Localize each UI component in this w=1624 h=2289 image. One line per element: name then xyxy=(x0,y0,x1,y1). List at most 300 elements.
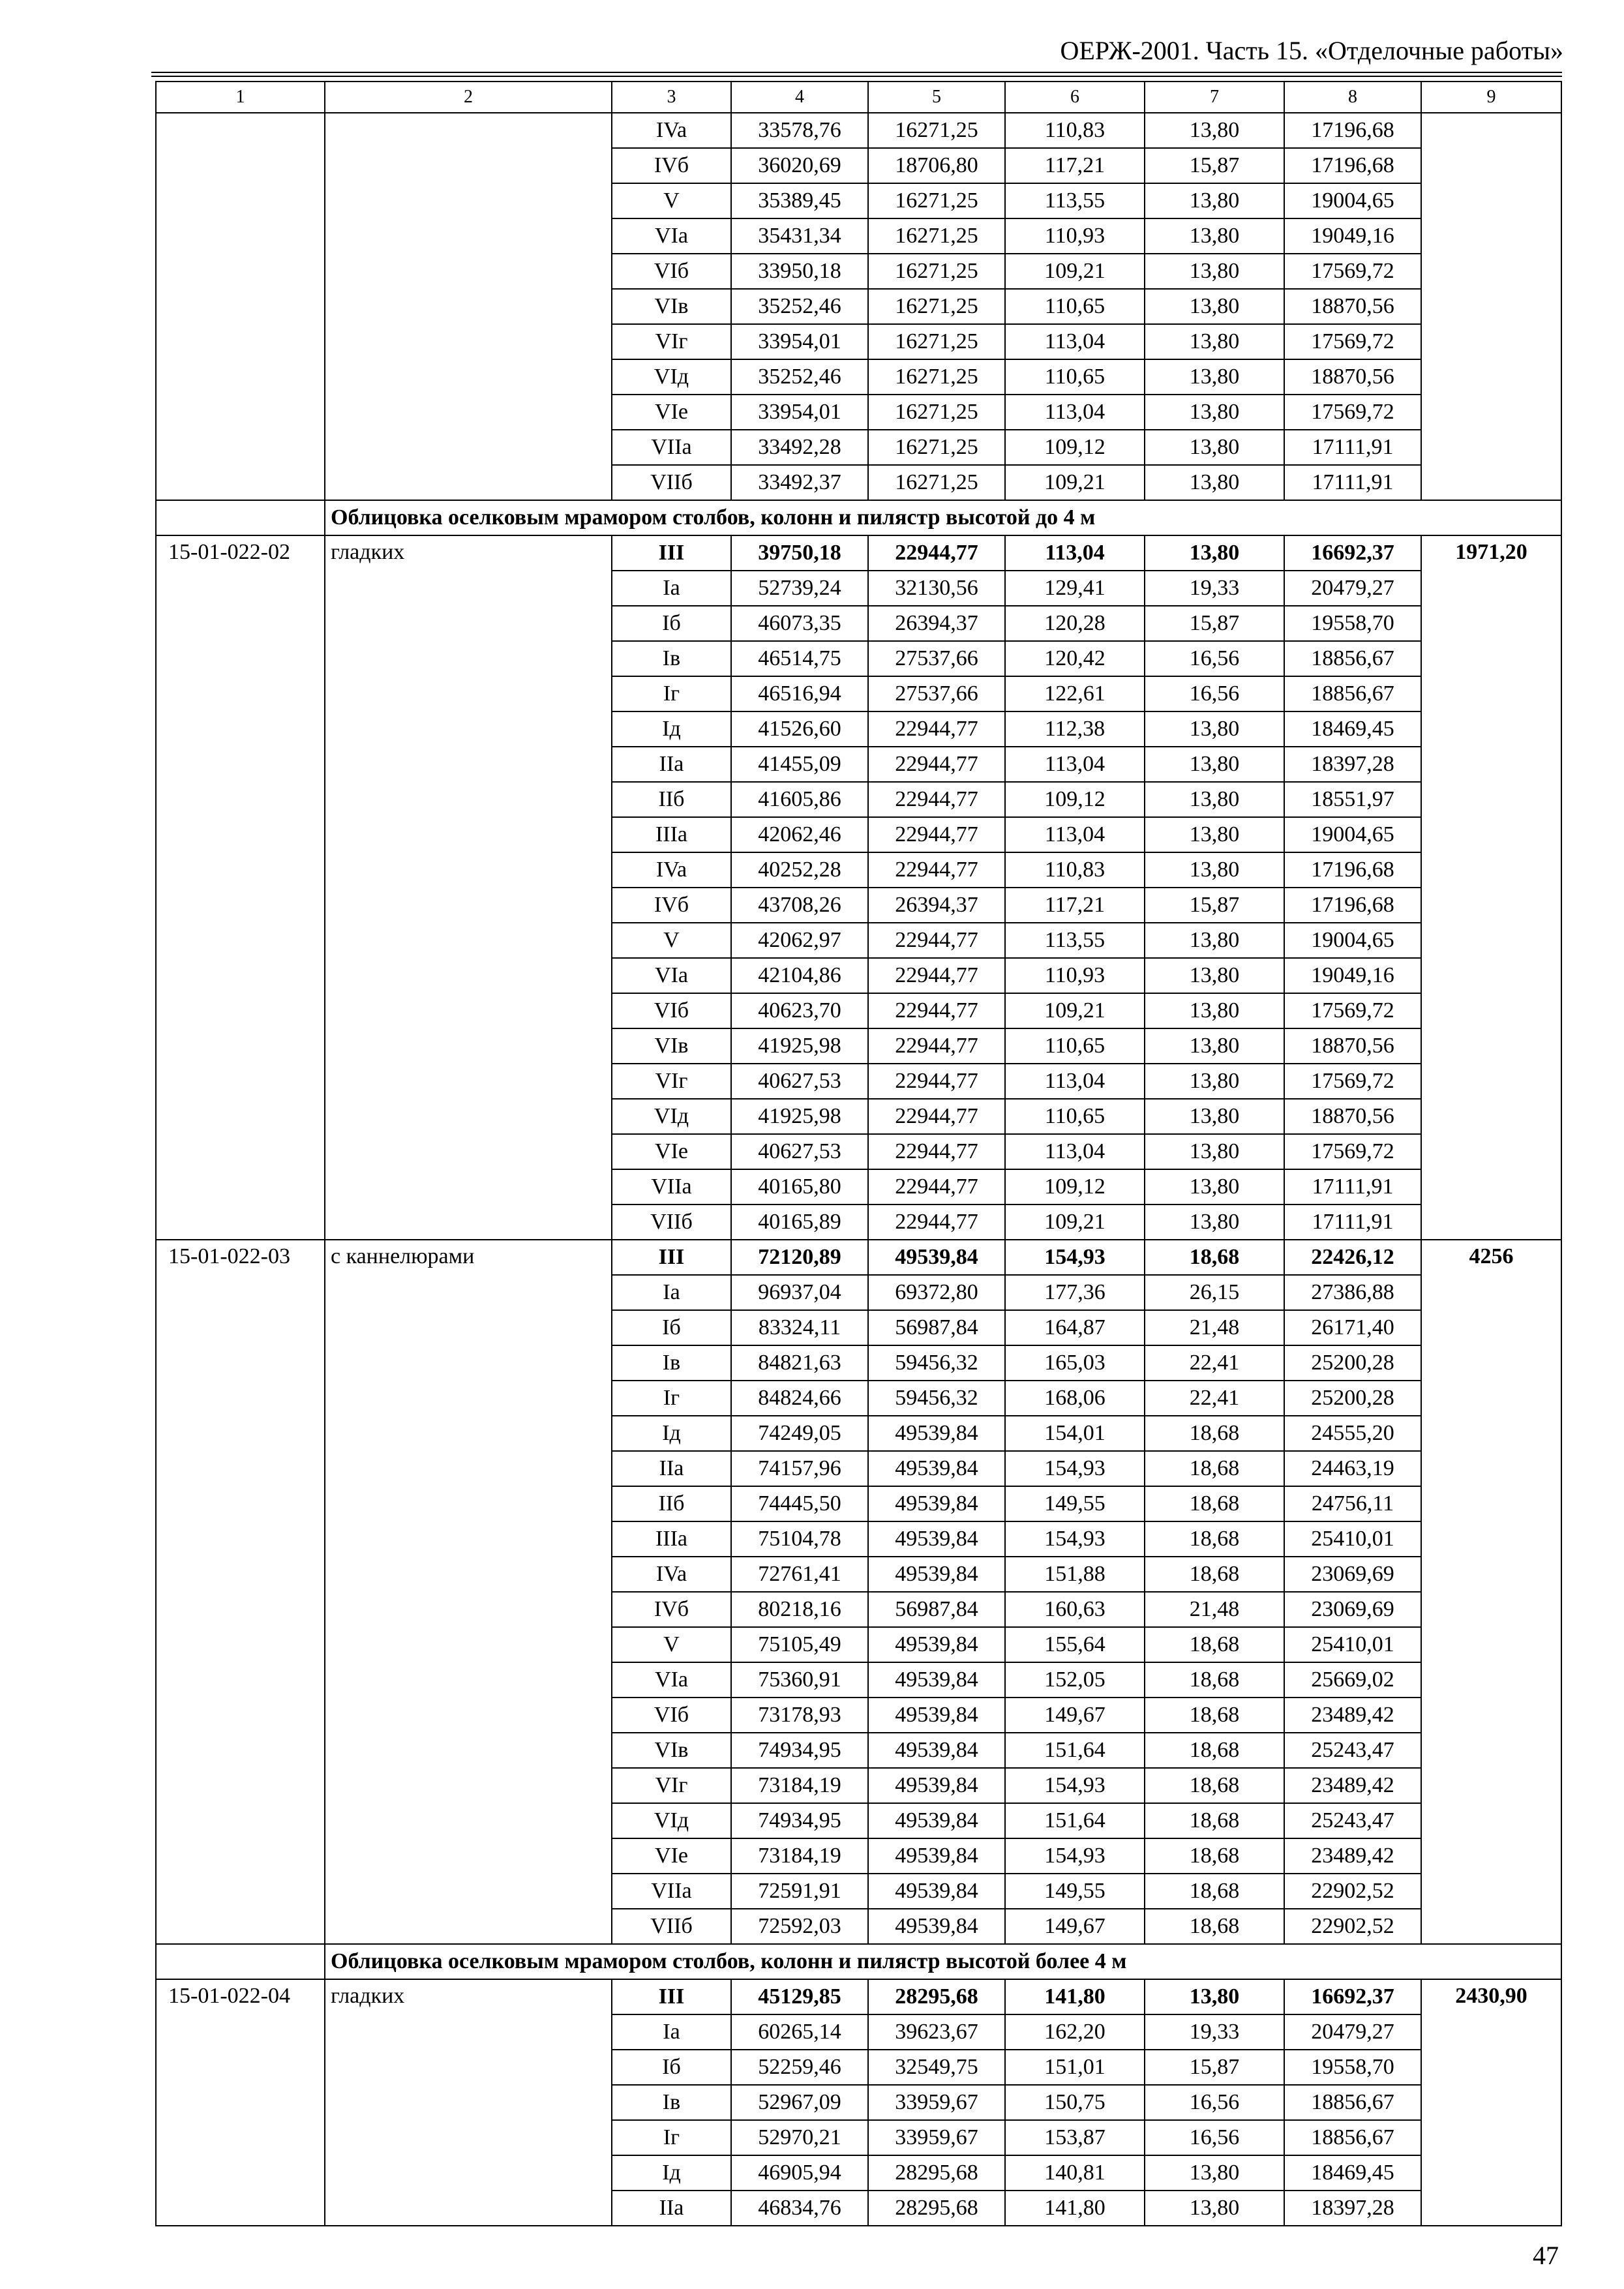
value-cell-8: 17569,72 xyxy=(1284,993,1421,1028)
value-cell-6: 110,83 xyxy=(1005,852,1145,888)
value-cell-6: 154,93 xyxy=(1005,1451,1145,1486)
column-number: 7 xyxy=(1145,82,1284,113)
value-cell-5: 33959,67 xyxy=(868,2085,1005,2120)
value-cell-4: 40165,80 xyxy=(731,1169,868,1204)
value-cell-5: 22944,77 xyxy=(868,923,1005,958)
zone-cell: Iд xyxy=(612,1416,731,1451)
rate-code xyxy=(156,113,325,500)
value-cell-6: 109,21 xyxy=(1005,993,1145,1028)
column-number: 8 xyxy=(1284,82,1421,113)
value-cell-8: 18469,45 xyxy=(1284,711,1421,747)
value-cell-4: 84821,63 xyxy=(731,1345,868,1381)
value-cell-6: 110,65 xyxy=(1005,1028,1145,1064)
value-cell-8: 23489,42 xyxy=(1284,1768,1421,1803)
value-cell-4: 33492,37 xyxy=(731,465,868,500)
zone-cell: IIб xyxy=(612,1486,731,1521)
value-cell-7: 13,80 xyxy=(1145,1064,1284,1099)
zone-cell: VIa xyxy=(612,1662,731,1698)
value-cell-4: 84824,66 xyxy=(731,1381,868,1416)
value-cell-5: 49539,84 xyxy=(868,1557,1005,1592)
zone-cell: VIв xyxy=(612,1028,731,1064)
zone-cell: Iв xyxy=(612,1345,731,1381)
value-cell-4: 72761,41 xyxy=(731,1557,868,1592)
value-cell-8: 17569,72 xyxy=(1284,324,1421,359)
zone-cell: VIг xyxy=(612,1768,731,1803)
value-cell-8: 19558,70 xyxy=(1284,606,1421,641)
zone-cell: Iб xyxy=(612,1310,731,1345)
value-cell-5: 16271,25 xyxy=(868,113,1005,148)
value-cell-7: 13,80 xyxy=(1145,2191,1284,2226)
value-cell-4: 72591,91 xyxy=(731,1874,868,1909)
value-cell-5: 56987,84 xyxy=(868,1592,1005,1627)
value-cell-8: 27386,88 xyxy=(1284,1275,1421,1310)
value-cell-5: 27537,66 xyxy=(868,676,1005,711)
value-cell-4: 33954,01 xyxy=(731,395,868,430)
value-cell-5: 22944,77 xyxy=(868,1064,1005,1099)
value-cell-5: 49539,84 xyxy=(868,1662,1005,1698)
value-cell-8: 19049,16 xyxy=(1284,958,1421,993)
value-cell-8: 17569,72 xyxy=(1284,254,1421,289)
value-cell-4: 75360,91 xyxy=(731,1662,868,1698)
value-cell-5: 22944,77 xyxy=(868,852,1005,888)
zone-cell: IIб xyxy=(612,782,731,817)
zone-cell: Ia xyxy=(612,1275,731,1310)
rates-table xyxy=(155,81,1562,2226)
value-cell-8: 22902,52 xyxy=(1284,1874,1421,1909)
value-cell-7: 13,80 xyxy=(1145,817,1284,852)
value-cell-5: 69372,80 xyxy=(868,1275,1005,1310)
value-cell-9: 1971,20 xyxy=(1421,535,1561,1240)
value-cell-4: 41526,60 xyxy=(731,711,868,747)
value-cell-5: 49539,84 xyxy=(868,1874,1005,1909)
value-cell-7: 18,68 xyxy=(1145,1627,1284,1662)
zone-cell: IVб xyxy=(612,1592,731,1627)
zone-cell: IIa xyxy=(612,2191,731,2226)
value-cell-4: 42062,97 xyxy=(731,923,868,958)
work-name: гладких xyxy=(325,535,612,1240)
value-cell-5: 22944,77 xyxy=(868,535,1005,571)
value-cell-6: 154,93 xyxy=(1005,1521,1145,1557)
section-header-row xyxy=(156,500,1561,535)
column-number: 5 xyxy=(868,82,1005,113)
value-cell-4: 52967,09 xyxy=(731,2085,868,2120)
section-title: Облицовка оселковым мрамором столбов, колонн и пилястр высотой до 4 м xyxy=(325,500,1561,535)
value-cell-6: 149,55 xyxy=(1005,1486,1145,1521)
value-cell-8: 18856,67 xyxy=(1284,676,1421,711)
value-cell-6: 110,65 xyxy=(1005,1099,1145,1134)
table-row xyxy=(156,1240,1561,1275)
value-cell-4: 40165,89 xyxy=(731,1204,868,1240)
value-cell-4: 52739,24 xyxy=(731,571,868,606)
value-cell-5: 49539,84 xyxy=(868,1768,1005,1803)
value-cell-6: 113,04 xyxy=(1005,535,1145,571)
value-cell-6: 113,55 xyxy=(1005,923,1145,958)
value-cell-6: 151,88 xyxy=(1005,1557,1145,1592)
value-cell-7: 13,80 xyxy=(1145,218,1284,254)
value-cell-7: 18,68 xyxy=(1145,1662,1284,1698)
section-title: Облицовка оселковым мрамором столбов, колонн и пилястр высотой более 4 м xyxy=(325,1944,1561,1979)
value-cell-5: 16271,25 xyxy=(868,359,1005,395)
value-cell-8: 18870,56 xyxy=(1284,289,1421,324)
value-cell-8: 20479,27 xyxy=(1284,571,1421,606)
value-cell-4: 74934,95 xyxy=(731,1733,868,1768)
value-cell-4: 45129,85 xyxy=(731,1979,868,2014)
zone-cell: VIг xyxy=(612,1064,731,1099)
value-cell-6: 110,65 xyxy=(1005,289,1145,324)
value-cell-4: 46834,76 xyxy=(731,2191,868,2226)
value-cell-5: 16271,25 xyxy=(868,465,1005,500)
zone-cell: VIб xyxy=(612,1698,731,1733)
value-cell-6: 151,64 xyxy=(1005,1733,1145,1768)
value-cell-8: 18870,56 xyxy=(1284,1028,1421,1064)
page-number: 47 xyxy=(1533,2241,1559,2270)
value-cell-7: 18,68 xyxy=(1145,1909,1284,1944)
value-cell-5: 18706,80 xyxy=(868,148,1005,183)
zone-cell: Iв xyxy=(612,2085,731,2120)
value-cell-6: 154,93 xyxy=(1005,1768,1145,1803)
value-cell-8: 18856,67 xyxy=(1284,2085,1421,2120)
value-cell-5: 59456,32 xyxy=(868,1381,1005,1416)
value-cell-6: 177,36 xyxy=(1005,1275,1145,1310)
value-cell-7: 18,68 xyxy=(1145,1733,1284,1768)
value-cell-6: 140,81 xyxy=(1005,2155,1145,2191)
value-cell-7: 19,33 xyxy=(1145,2014,1284,2050)
value-cell-5: 16271,25 xyxy=(868,289,1005,324)
value-cell-7: 18,68 xyxy=(1145,1416,1284,1451)
zone-cell: Iв xyxy=(612,641,731,676)
value-cell-4: 40627,53 xyxy=(731,1134,868,1169)
value-cell-9: 2430,90 xyxy=(1421,1979,1561,2226)
value-cell-4: 83324,11 xyxy=(731,1310,868,1345)
value-cell-8: 17569,72 xyxy=(1284,395,1421,430)
zone-cell: Iг xyxy=(612,1381,731,1416)
zone-cell: VIб xyxy=(612,254,731,289)
value-cell-5: 49539,84 xyxy=(868,1521,1005,1557)
value-cell-8: 18870,56 xyxy=(1284,1099,1421,1134)
value-cell-8: 17196,68 xyxy=(1284,113,1421,148)
value-cell-4: 41925,98 xyxy=(731,1099,868,1134)
zone-cell: IIIa xyxy=(612,1521,731,1557)
value-cell-7: 21,48 xyxy=(1145,1592,1284,1627)
value-cell-5: 49539,84 xyxy=(868,1909,1005,1944)
value-cell-5: 22944,77 xyxy=(868,1204,1005,1240)
value-cell-4: 96937,04 xyxy=(731,1275,868,1310)
value-cell-7: 18,68 xyxy=(1145,1838,1284,1874)
rate-code: 15-01-022-03 xyxy=(156,1240,325,1944)
value-cell-7: 13,80 xyxy=(1145,747,1284,782)
value-cell-7: 18,68 xyxy=(1145,1451,1284,1486)
zone-cell: Iг xyxy=(612,676,731,711)
zone-cell: VIд xyxy=(612,359,731,395)
value-cell-6: 113,04 xyxy=(1005,324,1145,359)
value-cell-6: 113,55 xyxy=(1005,183,1145,218)
section-header-row xyxy=(156,1944,1561,1979)
value-cell-6: 110,83 xyxy=(1005,113,1145,148)
value-cell-4: 72120,89 xyxy=(731,1240,868,1275)
value-cell-6: 154,93 xyxy=(1005,1838,1145,1874)
table-body xyxy=(156,82,1561,2226)
zone-cell: IVa xyxy=(612,1557,731,1592)
value-cell-6: 109,21 xyxy=(1005,254,1145,289)
value-cell-5: 28295,68 xyxy=(868,2191,1005,2226)
value-cell-5: 22944,77 xyxy=(868,1134,1005,1169)
value-cell-4: 46905,94 xyxy=(731,2155,868,2191)
zone-cell: VIe xyxy=(612,1838,731,1874)
zone-cell: VIIa xyxy=(612,1874,731,1909)
zone-cell: VIб xyxy=(612,993,731,1028)
value-cell-4: 35252,46 xyxy=(731,289,868,324)
value-cell-8: 18469,45 xyxy=(1284,2155,1421,2191)
value-cell-7: 13,80 xyxy=(1145,535,1284,571)
value-cell-4: 74249,05 xyxy=(731,1416,868,1451)
value-cell-7: 18,68 xyxy=(1145,1557,1284,1592)
zone-cell: Iб xyxy=(612,2050,731,2085)
page-header-title: ОЕРЖ-2001. Часть 15. «Отделочные работы» xyxy=(1060,36,1563,65)
value-cell-8: 17196,68 xyxy=(1284,148,1421,183)
value-cell-6: 129,41 xyxy=(1005,571,1145,606)
value-cell-5: 26394,37 xyxy=(868,888,1005,923)
value-cell-5: 27537,66 xyxy=(868,641,1005,676)
value-cell-5: 49539,84 xyxy=(868,1627,1005,1662)
value-cell-8: 18870,56 xyxy=(1284,359,1421,395)
value-cell-4: 33492,28 xyxy=(731,430,868,465)
value-cell-8: 16692,37 xyxy=(1284,535,1421,571)
section-blank-cell xyxy=(156,1944,325,1979)
value-cell-4: 72592,03 xyxy=(731,1909,868,1944)
value-cell-7: 18,68 xyxy=(1145,1486,1284,1521)
value-cell-6: 151,01 xyxy=(1005,2050,1145,2085)
value-cell-8: 17569,72 xyxy=(1284,1134,1421,1169)
zone-cell: III xyxy=(612,1240,731,1275)
value-cell-8: 19049,16 xyxy=(1284,218,1421,254)
work-name: с каннелюрами xyxy=(325,1240,612,1944)
zone-cell: Iд xyxy=(612,711,731,747)
value-cell-8: 25243,47 xyxy=(1284,1733,1421,1768)
value-cell-5: 32130,56 xyxy=(868,571,1005,606)
zone-cell: V xyxy=(612,923,731,958)
zone-cell: VIд xyxy=(612,1099,731,1134)
zone-cell: VIIa xyxy=(612,430,731,465)
value-cell-5: 16271,25 xyxy=(868,218,1005,254)
value-cell-8: 19558,70 xyxy=(1284,2050,1421,2085)
value-cell-7: 13,80 xyxy=(1145,1169,1284,1204)
value-cell-7: 13,80 xyxy=(1145,711,1284,747)
value-cell-4: 33578,76 xyxy=(731,113,868,148)
value-cell-4: 36020,69 xyxy=(731,148,868,183)
value-cell-8: 23489,42 xyxy=(1284,1698,1421,1733)
zone-cell: Iг xyxy=(612,2120,731,2155)
value-cell-6: 141,80 xyxy=(1005,2191,1145,2226)
value-cell-5: 56987,84 xyxy=(868,1310,1005,1345)
value-cell-6: 120,28 xyxy=(1005,606,1145,641)
table-row xyxy=(156,1979,1561,2014)
value-cell-5: 49539,84 xyxy=(868,1838,1005,1874)
value-cell-8: 17111,91 xyxy=(1284,430,1421,465)
value-cell-4: 75105,49 xyxy=(731,1627,868,1662)
value-cell-6: 152,05 xyxy=(1005,1662,1145,1698)
section-blank-cell xyxy=(156,500,325,535)
value-cell-5: 22944,77 xyxy=(868,711,1005,747)
value-cell-5: 28295,68 xyxy=(868,2155,1005,2191)
zone-cell: V xyxy=(612,1627,731,1662)
work-name: гладких xyxy=(325,1979,612,2226)
value-cell-4: 74157,96 xyxy=(731,1451,868,1486)
value-cell-8: 17196,68 xyxy=(1284,888,1421,923)
value-cell-7: 16,56 xyxy=(1145,676,1284,711)
value-cell-4: 35389,45 xyxy=(731,183,868,218)
value-cell-7: 15,87 xyxy=(1145,148,1284,183)
table-row xyxy=(156,113,1561,148)
value-cell-5: 22944,77 xyxy=(868,1099,1005,1134)
value-cell-7: 13,80 xyxy=(1145,1099,1284,1134)
zone-cell: V xyxy=(612,183,731,218)
value-cell-4: 41925,98 xyxy=(731,1028,868,1064)
value-cell-6: 109,21 xyxy=(1005,1204,1145,1240)
zone-cell: VIв xyxy=(612,1733,731,1768)
zone-cell: IIa xyxy=(612,747,731,782)
value-cell-5: 22944,77 xyxy=(868,782,1005,817)
value-cell-8: 17111,91 xyxy=(1284,1169,1421,1204)
zone-cell: IVa xyxy=(612,852,731,888)
zone-cell: Ia xyxy=(612,2014,731,2050)
column-number: 6 xyxy=(1005,82,1145,113)
value-cell-8: 20479,27 xyxy=(1284,2014,1421,2050)
value-cell-5: 49539,84 xyxy=(868,1803,1005,1838)
zone-cell: VIг xyxy=(612,324,731,359)
value-cell-4: 74445,50 xyxy=(731,1486,868,1521)
value-cell-5: 16271,25 xyxy=(868,395,1005,430)
value-cell-4: 42062,46 xyxy=(731,817,868,852)
zone-cell: VIIб xyxy=(612,1909,731,1944)
value-cell-9 xyxy=(1421,113,1561,500)
value-cell-4: 35431,34 xyxy=(731,218,868,254)
value-cell-6: 149,67 xyxy=(1005,1909,1145,1944)
zone-cell: VIIб xyxy=(612,1204,731,1240)
value-cell-6: 113,04 xyxy=(1005,395,1145,430)
value-cell-5: 49539,84 xyxy=(868,1733,1005,1768)
value-cell-6: 160,63 xyxy=(1005,1592,1145,1627)
zone-cell: VIe xyxy=(612,395,731,430)
value-cell-4: 42104,86 xyxy=(731,958,868,993)
value-cell-5: 49539,84 xyxy=(868,1240,1005,1275)
value-cell-5: 49539,84 xyxy=(868,1416,1005,1451)
zone-cell: Ia xyxy=(612,571,731,606)
value-cell-8: 23069,69 xyxy=(1284,1557,1421,1592)
value-cell-8: 23489,42 xyxy=(1284,1838,1421,1874)
value-cell-6: 153,87 xyxy=(1005,2120,1145,2155)
value-cell-6: 149,67 xyxy=(1005,1698,1145,1733)
zone-cell: VIa xyxy=(612,218,731,254)
value-cell-7: 15,87 xyxy=(1145,2050,1284,2085)
value-cell-6: 110,93 xyxy=(1005,218,1145,254)
value-cell-5: 49539,84 xyxy=(868,1451,1005,1486)
value-cell-7: 13,80 xyxy=(1145,395,1284,430)
value-cell-6: 151,64 xyxy=(1005,1803,1145,1838)
value-cell-4: 35252,46 xyxy=(731,359,868,395)
value-cell-8: 17111,91 xyxy=(1284,465,1421,500)
value-cell-7: 13,80 xyxy=(1145,254,1284,289)
value-cell-7: 18,68 xyxy=(1145,1874,1284,1909)
value-cell-6: 109,21 xyxy=(1005,465,1145,500)
value-cell-7: 13,80 xyxy=(1145,923,1284,958)
value-cell-5: 16271,25 xyxy=(868,183,1005,218)
value-cell-6: 165,03 xyxy=(1005,1345,1145,1381)
value-cell-4: 74934,95 xyxy=(731,1803,868,1838)
value-cell-4: 73178,93 xyxy=(731,1698,868,1733)
value-cell-6: 113,04 xyxy=(1005,747,1145,782)
value-cell-6: 164,87 xyxy=(1005,1310,1145,1345)
value-cell-6: 149,55 xyxy=(1005,1874,1145,1909)
value-cell-8: 18551,97 xyxy=(1284,782,1421,817)
value-cell-6: 168,06 xyxy=(1005,1381,1145,1416)
value-cell-6: 109,12 xyxy=(1005,1169,1145,1204)
value-cell-6: 154,01 xyxy=(1005,1416,1145,1451)
value-cell-7: 13,80 xyxy=(1145,852,1284,888)
value-cell-5: 59456,32 xyxy=(868,1345,1005,1381)
value-cell-4: 60265,14 xyxy=(731,2014,868,2050)
value-cell-7: 15,87 xyxy=(1145,888,1284,923)
value-cell-8: 19004,65 xyxy=(1284,817,1421,852)
value-cell-8: 25410,01 xyxy=(1284,1521,1421,1557)
value-cell-8: 19004,65 xyxy=(1284,183,1421,218)
value-cell-7: 18,68 xyxy=(1145,1521,1284,1557)
value-cell-5: 22944,77 xyxy=(868,993,1005,1028)
value-cell-8: 17569,72 xyxy=(1284,1064,1421,1099)
zone-cell: Iд xyxy=(612,2155,731,2191)
value-cell-7: 18,68 xyxy=(1145,1698,1284,1733)
value-cell-6: 110,65 xyxy=(1005,359,1145,395)
zone-cell: Iб xyxy=(612,606,731,641)
value-cell-4: 80218,16 xyxy=(731,1592,868,1627)
value-cell-8: 17196,68 xyxy=(1284,852,1421,888)
value-cell-6: 109,12 xyxy=(1005,430,1145,465)
value-cell-4: 46073,35 xyxy=(731,606,868,641)
value-cell-6: 150,75 xyxy=(1005,2085,1145,2120)
value-cell-7: 18,68 xyxy=(1145,1768,1284,1803)
value-cell-8: 25669,02 xyxy=(1284,1662,1421,1698)
value-cell-6: 117,21 xyxy=(1005,148,1145,183)
value-cell-6: 109,12 xyxy=(1005,782,1145,817)
value-cell-4: 46516,94 xyxy=(731,676,868,711)
value-cell-6: 141,80 xyxy=(1005,1979,1145,2014)
value-cell-6: 162,20 xyxy=(1005,2014,1145,2050)
value-cell-5: 22944,77 xyxy=(868,958,1005,993)
value-cell-5: 22944,77 xyxy=(868,1028,1005,1064)
value-cell-5: 49539,84 xyxy=(868,1486,1005,1521)
value-cell-8: 24756,11 xyxy=(1284,1486,1421,1521)
value-cell-4: 33954,01 xyxy=(731,324,868,359)
zone-cell: III xyxy=(612,1979,731,2014)
value-cell-4: 41455,09 xyxy=(731,747,868,782)
value-cell-4: 73184,19 xyxy=(731,1768,868,1803)
value-cell-8: 18856,67 xyxy=(1284,2120,1421,2155)
zone-cell: VIIa xyxy=(612,1169,731,1204)
value-cell-7: 21,48 xyxy=(1145,1310,1284,1345)
value-cell-8: 25410,01 xyxy=(1284,1627,1421,1662)
value-cell-8: 25200,28 xyxy=(1284,1381,1421,1416)
zone-cell: IIIa xyxy=(612,817,731,852)
value-cell-5: 22944,77 xyxy=(868,747,1005,782)
value-cell-6: 122,61 xyxy=(1005,676,1145,711)
value-cell-7: 13,80 xyxy=(1145,958,1284,993)
zone-cell: III xyxy=(612,535,731,571)
value-cell-4: 40252,28 xyxy=(731,852,868,888)
value-cell-7: 26,15 xyxy=(1145,1275,1284,1310)
value-cell-7: 13,80 xyxy=(1145,289,1284,324)
value-cell-4: 39750,18 xyxy=(731,535,868,571)
value-cell-6: 110,93 xyxy=(1005,958,1145,993)
value-cell-7: 18,68 xyxy=(1145,1240,1284,1275)
